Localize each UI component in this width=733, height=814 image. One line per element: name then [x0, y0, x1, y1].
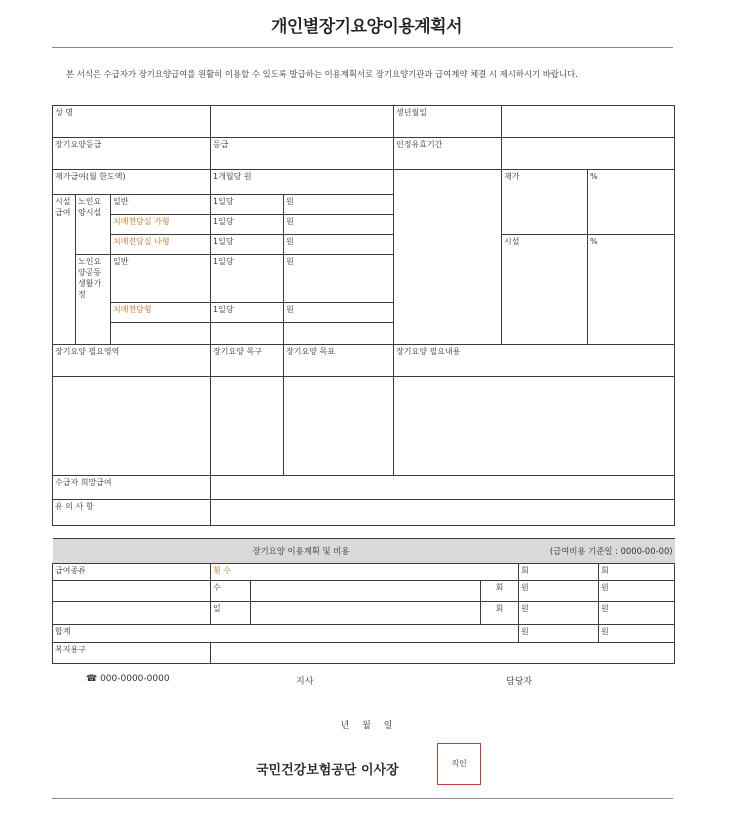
grade-label: 장기요양등급: [53, 138, 211, 170]
preferred-benefit-label: 수급자 희망급여: [53, 476, 211, 500]
plan-unit-times-2: 회: [599, 564, 675, 581]
needs-area-label: 장기요양 필요영역: [53, 345, 211, 377]
plan-row2-won-1: 원: [519, 602, 599, 625]
bottom-rule: [52, 798, 673, 799]
plan-count-label: 횟 수: [211, 564, 519, 581]
group-general-label: 일반: [111, 255, 211, 303]
dementia-a-per-day: 1일당: [211, 215, 284, 235]
plan-total-label: 합계: [53, 625, 519, 643]
plan-type-label: 급여종류: [53, 564, 211, 581]
ratio-blank-cell: [394, 170, 502, 345]
plan-total-won-1: 원: [519, 625, 599, 643]
preferred-benefit-value[interactable]: [211, 476, 675, 500]
facility-ratio-label: 시설: [502, 235, 588, 345]
validity-value[interactable]: [502, 138, 675, 170]
dementia-type-won: 원: [284, 303, 394, 323]
needs-content-value[interactable]: [394, 377, 675, 476]
group-general-won: 원: [284, 255, 394, 303]
grade-value: 등급: [211, 138, 394, 170]
needs-area-value[interactable]: [53, 377, 211, 476]
plan-base-date: (급여비용 기준일 : 0000-00-00): [549, 545, 673, 556]
monthly-limit-value: 1개월당 원: [211, 170, 394, 195]
footer-branch: 지사: [296, 677, 314, 687]
date-line: 년 월 일: [340, 721, 393, 731]
plan-header-bar: [53, 539, 675, 564]
dementia-b-won: 원: [284, 235, 394, 255]
name-label: 성 명: [53, 106, 211, 138]
name-value[interactable]: [211, 106, 394, 138]
intro-text: 본 서식은 수급자가 장기요양급여를 원활히 이용할 수 있도록 발급하는 이용계획서로 장기요양기관과 급여계약 체결 시 제시하시기 바랍니다.: [66, 69, 578, 79]
dementia-type-blank-2: [211, 323, 284, 345]
plan-row1-value[interactable]: [251, 581, 481, 602]
footer-person: 담당자: [506, 677, 533, 687]
plan-row2-times: 회: [481, 602, 519, 625]
facility-benefit-label: 시설급여: [53, 195, 76, 345]
plan-total-won-2: 원: [599, 625, 675, 643]
plan-row2-value[interactable]: [251, 602, 481, 625]
nursing-facility-label: 노인요양시설: [76, 195, 111, 255]
plan-row1-times: 회: [481, 581, 519, 602]
facility-ratio-value: %: [588, 235, 675, 345]
home-ratio-label: 재가: [502, 170, 588, 235]
monthly-limit-label: 재가급여(월 한도액): [53, 170, 211, 195]
needs-purpose-value[interactable]: [211, 377, 284, 476]
dementia-a-label: 치매전담실 가형: [111, 215, 211, 235]
dementia-b-label: 치매전담실 나형: [111, 235, 211, 255]
dementia-type-per-day: 1일당: [211, 303, 284, 323]
official-seal-box: 직인: [437, 743, 481, 785]
footer-phone: ☎ 000-0000-0000: [86, 674, 170, 684]
plan-row1-sub: 수: [211, 581, 251, 602]
needs-goal-label: 장기요양 목표: [284, 345, 394, 377]
needs-goal-value[interactable]: [284, 377, 394, 476]
group-home-label: 노인요양공동생활가정: [76, 255, 111, 345]
plan-header-label: 장기요양 이용계획 및 비용: [252, 545, 350, 556]
plan-row1-won-2: 원: [599, 581, 675, 602]
needs-purpose-label: 장기요양 목구: [211, 345, 284, 377]
top-rule: [52, 47, 673, 48]
dementia-b-per-day: 1일당: [211, 235, 284, 255]
birth-value[interactable]: [502, 106, 675, 138]
notes-label: 유 의 사 항: [53, 500, 211, 526]
plan-table: [52, 538, 675, 664]
group-general-per-day: 1일당: [211, 255, 284, 303]
dementia-type-blank-3: [284, 323, 394, 345]
plan-row1-won-1: 원: [519, 581, 599, 602]
plan-row1-type[interactable]: [53, 581, 211, 602]
notes-value[interactable]: [211, 500, 675, 526]
plan-welfare-value[interactable]: [211, 643, 675, 664]
validity-label: 인정유효기간: [394, 138, 502, 170]
dementia-type-blank-1: [111, 323, 211, 345]
needs-content-label: 장기요양 필요내용: [394, 345, 675, 377]
general-per-day: 1일당: [211, 195, 284, 215]
plan-row2-won-2: 원: [599, 602, 675, 625]
document-title: 개인별장기요양이용계획서: [270, 17, 463, 37]
plan-welfare-label: 복지용구: [53, 643, 211, 664]
general-label: 일반: [111, 195, 211, 215]
issuer-name: 국민건강보험공단 이사장: [256, 763, 399, 778]
plan-row2-sub: 일: [211, 602, 251, 625]
birth-label: 생년월일: [394, 106, 502, 138]
home-ratio-value: %: [588, 170, 675, 235]
dementia-type-label: 치매전담형: [111, 303, 211, 323]
plan-unit-times-1: 회: [519, 564, 599, 581]
plan-row2-type[interactable]: [53, 602, 211, 625]
general-won: 원: [284, 195, 394, 215]
dementia-a-won: 원: [284, 215, 394, 235]
recipient-table: [52, 105, 675, 526]
